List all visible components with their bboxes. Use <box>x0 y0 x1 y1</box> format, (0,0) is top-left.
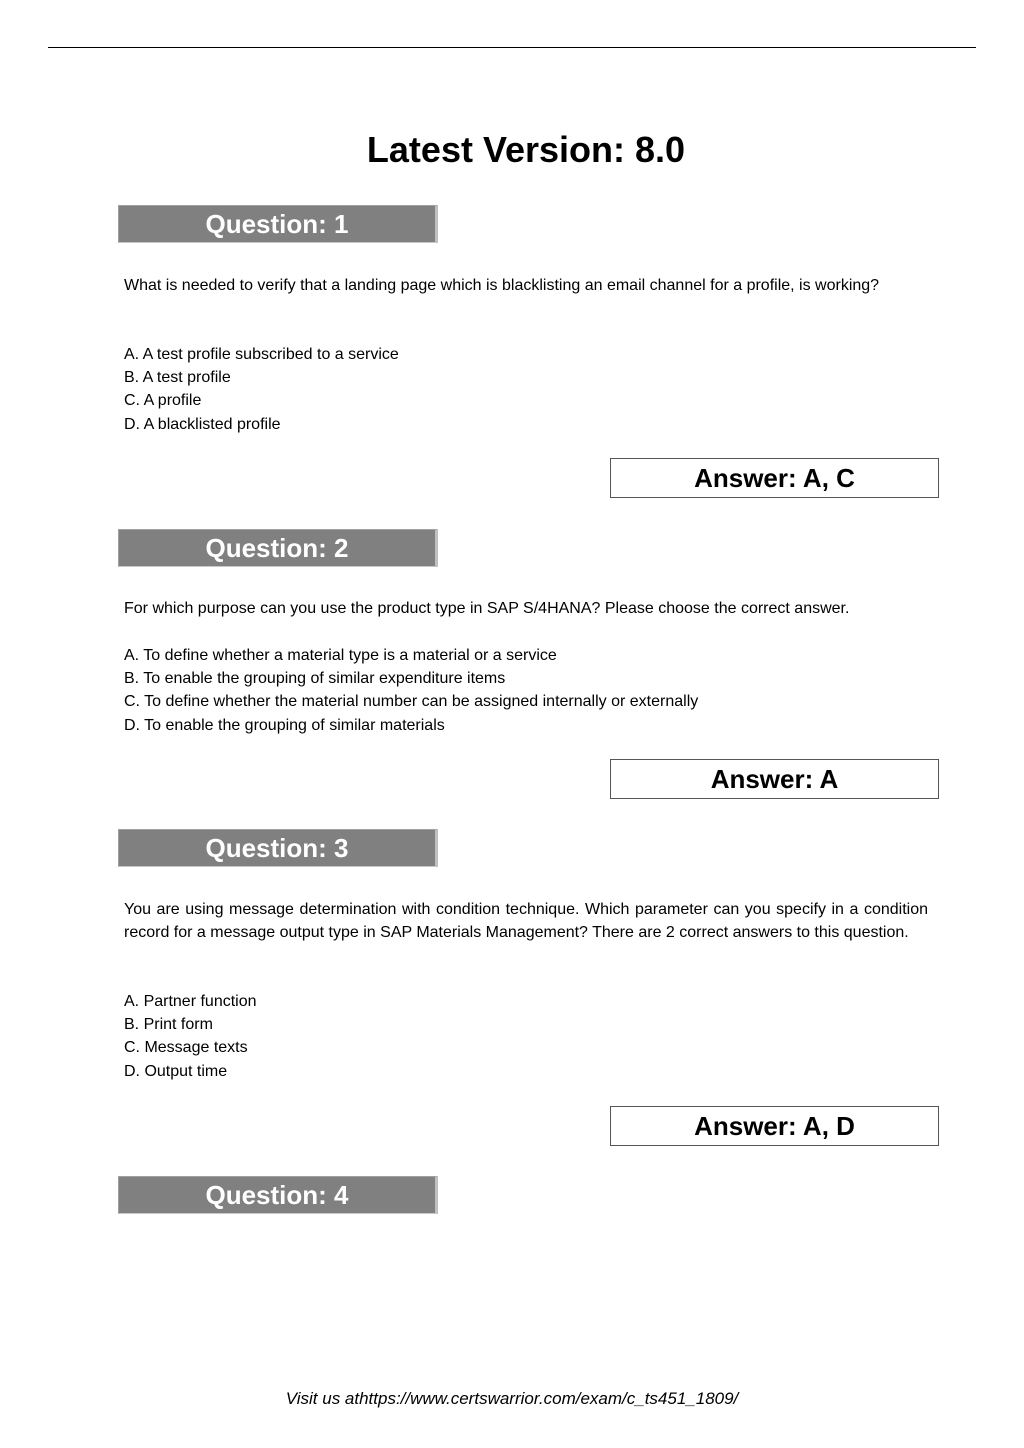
option-d: D. A blacklisted profile <box>124 415 281 433</box>
option-c: C. To define whether the material number can be assigned internally or externally <box>124 693 699 711</box>
option-c: C. Message texts <box>124 1039 248 1057</box>
question-4-header: Question: 4 <box>118 1176 438 1214</box>
option-a: A. A test profile subscribed to a service <box>124 346 399 363</box>
top-divider <box>48 47 976 48</box>
question-1-options <box>124 343 928 436</box>
question-2-options <box>124 644 928 737</box>
question-3-text: You are using message determination with condition technique. Which parameter can you specify in a condition record for a message output type in SAP Materials Management? There are 2 correct answers to this question. <box>124 901 928 941</box>
question-1-header: Question: 1 <box>118 205 438 243</box>
option-d: D. Output time <box>124 1062 228 1080</box>
option-b: B. To enable the grouping of similar expenditure items <box>124 670 506 688</box>
question-2-answer: Answer: A <box>610 759 939 799</box>
question-1-text: What is needed to verify that a landing page which is blacklisting an email channel for a profile, is working? <box>124 277 880 294</box>
question-2-text: For which purpose can you use the product type in SAP S/4HANA? Please choose the correct answer. <box>124 600 850 617</box>
option-b: B. A test profile <box>124 369 231 387</box>
option-c: C. A profile <box>124 392 202 410</box>
question-2-header: Question: 2 <box>118 529 438 567</box>
question-3-header: Question: 3 <box>118 829 438 867</box>
page-title: Latest Version: 8.0 <box>366 129 686 170</box>
option-b: B. Print form <box>124 1016 213 1034</box>
footer-url: Visit us athttps://www.certswarrior.com/exam/c_ts451_1809/ <box>285 1389 739 1408</box>
option-d: D. To enable the grouping of similar materials <box>124 716 445 734</box>
question-3-options <box>124 990 928 1083</box>
option-a: A. To define whether a material type is a material or a service <box>124 647 557 664</box>
question-3-answer: Answer: A, D <box>610 1106 939 1146</box>
option-a: A. Partner function <box>124 993 257 1010</box>
question-1-answer: Answer: A, C <box>610 458 939 498</box>
